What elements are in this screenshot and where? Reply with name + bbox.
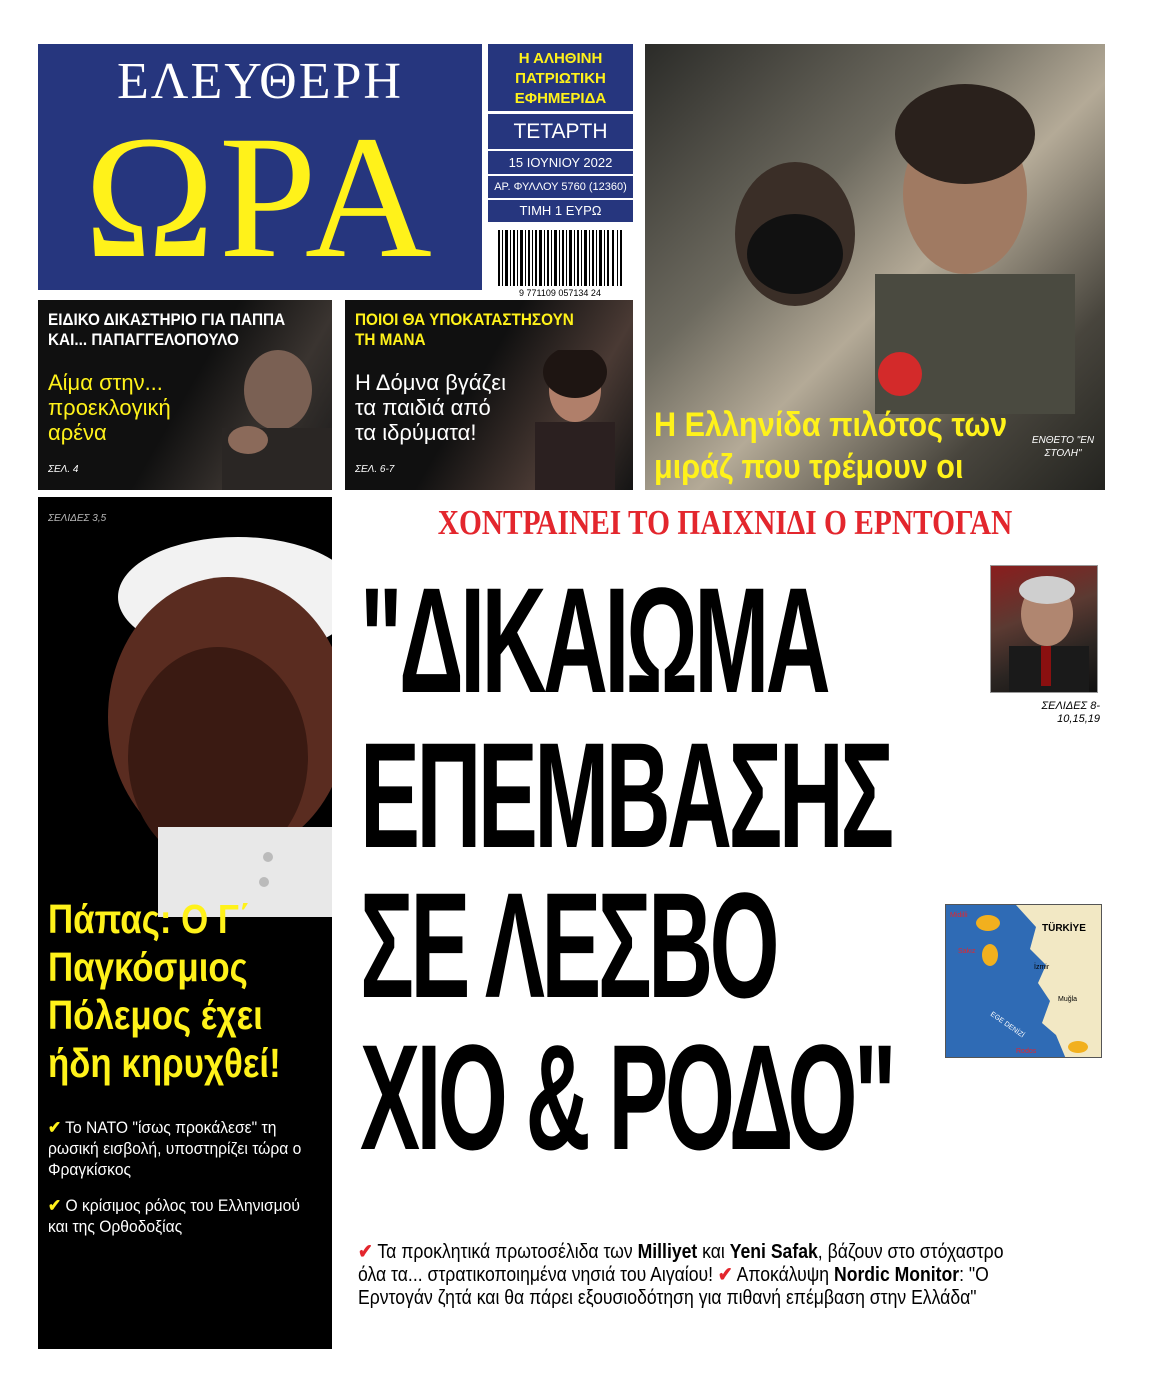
map-label-sea: EGE DENİZİ — [988, 1010, 1026, 1040]
summary-nordic-monitor: Nordic Monitor — [833, 1264, 960, 1286]
map-label-rodos: Rodos — [1016, 1048, 1037, 1055]
pope-bullet-2-text: Ο κρίσιμος ρόλος του Ελληνισμού και της Ορθοδοξίας — [48, 1196, 300, 1236]
check-icon: ✔ — [717, 1264, 733, 1286]
main-kicker: ΧΟΝΤΡΑΙΝΕΙ ΤΟ ΠΑΙΧΝΙΔΙ Ο ΕΡΝΤΟΓΑΝ — [437, 503, 1013, 542]
erdogan-photo — [990, 565, 1098, 693]
supplement-note: ΕΝΘΕΤΟ "ΕΝ ΣΤΟΛΗ" — [1031, 435, 1095, 459]
pope-bullet-1-text: Το ΝΑΤΟ "ίσως προκάλεσε" τη ρωσική εισβολή, υποστηρίζει τώρα ο Φραγκίσκος — [48, 1118, 302, 1179]
pope-bullet-2 — [48, 1195, 309, 1237]
pope-bullet-1 — [48, 1117, 309, 1180]
pappas-photo — [208, 340, 332, 490]
main-headline-line-1: "ΔΙΚΑΙΩΜΑ — [360, 556, 828, 724]
pope-headline: Πάπας: Ο Γ΄ Παγκόσμιος Πόλεμος έχει ήδη κηρυχθεί! — [48, 896, 281, 1086]
summary-part-2: και — [697, 1241, 730, 1263]
summary-part-4: Αποκάλυψη — [736, 1264, 834, 1286]
main-story-summary — [358, 1241, 1014, 1310]
summary-part-3: , βάζουν στο στόχαστρο όλα τα... στρατικοποιημένα νησιά του Αιγαίου! — [358, 1241, 1004, 1286]
erdogan-photo-art — [991, 566, 1098, 693]
story1-kicker: ΕΙΔΙΚΟ ΔΙΚΑΣΤΗΡΙΟ ΓΙΑ ΠΑΠΠΑ ΚΑΙ... ΠΑΠΑΓΓΕΛΟΠΟΥΛΟ — [48, 310, 286, 349]
aegean-map-art — [946, 905, 1102, 1058]
map-label-mugla: Muğla — [1058, 996, 1078, 1003]
main-headline-line-4: ΧΙΟ & ΡΟΔΟ" — [360, 1013, 894, 1181]
barcode-digits: 9 771109 057134 24 — [519, 288, 601, 298]
story1-page: ΣΕΛ. 4 — [48, 464, 79, 475]
issue-number: ΑΡ. ΦΥΛΛΟΥ 5760 (12360) — [488, 176, 633, 198]
slogan: Η ΑΛΗΘΙΝΗ ΠΑΤΡΙΩΤΙΚΗ ΕΦΗΜΕΡΙΔΑ — [488, 44, 633, 111]
story2-kicker: ΠΟΙΟΙ ΘΑ ΥΠΟΚΑΤΑΣΤΗΣΟΥΝ ΤΗ ΜΑΝΑ — [355, 310, 574, 349]
map-label-country: TÜRKİYE — [1042, 923, 1086, 934]
issue-date: 15 ΙΟΥΝΙΟΥ 2022 — [488, 151, 633, 174]
erdogan-pages: ΣΕΛΙΔΕΣ 8-10,15,19 — [1041, 700, 1100, 725]
story1-title: Αίμα στην... προεκλογική αρένα — [48, 370, 171, 445]
main-headline-line-2: ΕΠΕΜΒΑΣΗΣ — [360, 711, 891, 879]
pilot-photo — [645, 44, 1105, 490]
barcode — [494, 230, 626, 286]
pope-pages: ΣΕΛΙΔΕΣ 3,5 — [48, 513, 107, 524]
pope-story — [38, 497, 332, 1349]
story-domna — [345, 300, 633, 490]
domna-photo — [495, 350, 633, 490]
check-icon: ✔ — [48, 1196, 62, 1215]
check-icon: ✔ — [48, 1118, 62, 1137]
summary-part-1: Τα προκλητικά πρωτοσέλιδα των — [377, 1241, 638, 1263]
story-pappas — [38, 300, 332, 490]
masthead-title-main: ΩΡΑ — [84, 100, 436, 295]
map-label-izmir: İzmir — [1034, 964, 1050, 971]
main-headline-line-3: ΣΕ ΛΕΣΒΟ — [360, 861, 776, 1029]
summary-part-5: : "Ο Ερντογάν ζητά και θα πάρει εξουσιοδότηση για πιθανή επέμβαση στην Ελλάδα" — [358, 1264, 989, 1309]
issue-day: ΤΕΤΑΡΤΗ — [488, 114, 633, 149]
masthead-title-top: ΕΛΕΥΘΕΡΗ — [117, 53, 403, 110]
summary-yeni-safak: Yeni Safak — [729, 1241, 818, 1263]
pilot-headline: Η Ελληνίδα πιλότος των μιράζ που τρέμουν οι — [654, 406, 1008, 486]
summary-milliyet: Milliyet — [637, 1241, 698, 1263]
story2-page: ΣΕΛ. 6-7 — [355, 464, 395, 475]
map-label-midilli: Midilli — [950, 912, 968, 919]
map-label-sakiz: Sakız — [958, 948, 976, 955]
pope-photo — [38, 497, 332, 917]
issue-info — [488, 44, 633, 298]
masthead — [38, 44, 482, 295]
check-icon: ✔ — [358, 1241, 373, 1263]
issue-price: ΤΙΜΗ 1 ΕΥΡΩ — [488, 200, 633, 222]
aegean-map — [945, 904, 1102, 1058]
story2-title: Η Δόμνα βγάζει τα παιδιά από τα ιδρύματα! — [355, 370, 506, 445]
